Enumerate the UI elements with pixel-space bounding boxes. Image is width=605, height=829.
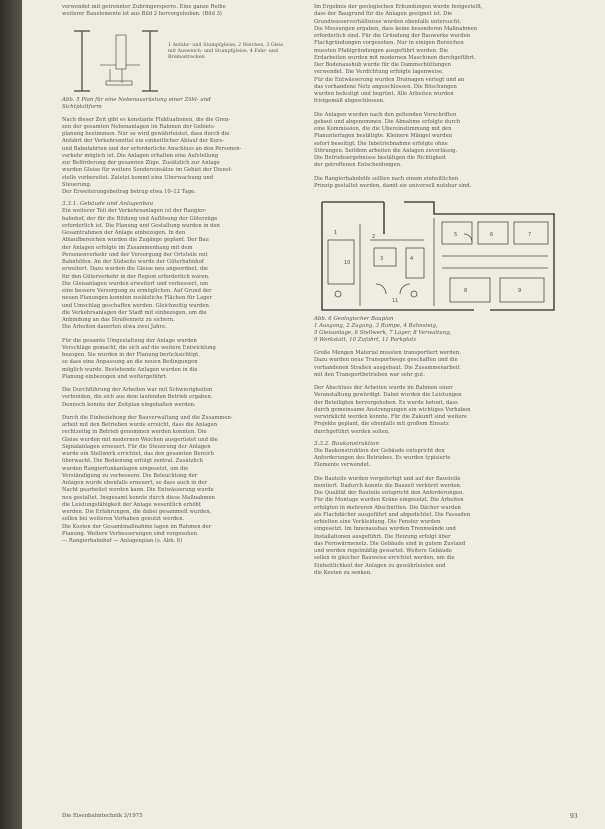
paragraph xyxy=(314,476,562,578)
text-line: neu gestaltet. Insgesamt konnte durch diese Maßnahmen xyxy=(62,494,215,501)
text-line: Die Anlagen wurden nach den geltenden Vorschriften xyxy=(314,111,457,118)
text-line: wurden Rangierfunkanlagen eingesetzt, um die xyxy=(62,465,189,472)
figure-plan-small xyxy=(62,21,310,97)
text-line: als Flachdächer ausgeführt und abgedichtet. Die Fassaden xyxy=(314,511,471,518)
text-line: Anfahrt der Verkehrsmittel ein einheitlicher Ablauf der Kurs- xyxy=(62,138,224,145)
text-line: Der Erweiterungsbeitrag betrug etwa 10–12 Tage. xyxy=(62,189,196,195)
text-line: zur Beförderung der gesamten Züge. Zusätzlich zur Anlage xyxy=(62,160,220,166)
floor-plan-drawing xyxy=(70,25,162,95)
text-line: Signalanlagen erneuert. Für die Steuerung der Anlagen xyxy=(62,443,211,450)
paragraph xyxy=(314,385,562,436)
text-line: Planung. Weitere Verbesserungen sind vorgesehen. xyxy=(62,530,199,537)
text-line: Nacht gearbeitet werden kann. Die Entwässerung wurde xyxy=(62,487,214,494)
text-line: verwirklicht werden konnte. Für die Zukunft sind weitere xyxy=(314,414,468,420)
caption-line: Sichtplattform xyxy=(62,103,102,110)
text-line: bezogen. Sie wurden in der Planung berücksichtigt, xyxy=(62,352,200,358)
text-line: Vorschläge gemacht, die sich auf die weitere Entwicklung xyxy=(62,344,216,351)
text-line: Planunterlagen bestätigte. Kleinere Mängel wurden xyxy=(314,133,453,140)
text-line: wurden Gleise für weitere Sondereinsätze im Gebiet der Dienst- xyxy=(62,167,233,174)
svg-text:11: 11 xyxy=(392,298,399,304)
figure-legend xyxy=(168,43,308,61)
caption-line: 1 Ausgang, 2 Zugang, 3 Rampe, 4 Bahnsteig, xyxy=(314,323,438,329)
svg-text:8: 8 xyxy=(464,288,468,294)
left-top-text xyxy=(62,4,310,19)
caption-line: Abb. 6 Geologischer Bauplan xyxy=(314,316,394,322)
text-line: Die Kosten der Gesamtmaßnahme lagen im Rahmen der xyxy=(62,523,212,530)
footer-journal: Die Eisenbahntechnik 3/1975 xyxy=(62,813,143,819)
section-heading: 3.3.1. Gebäude und Anlagenbau xyxy=(62,201,154,208)
text-line: Die Betriebsergebnisse bestätigen die Richtigkeit xyxy=(314,155,446,161)
caption-line: 5 Gleisanlage, 6 Stellwerk, 7 Lager, 8 Verwaltung, xyxy=(314,330,452,336)
paragraph xyxy=(314,350,562,379)
text-line: und Umschlag geschaffen werden. Gleichzeitig wurden xyxy=(62,302,209,309)
text-line: neuen Planungen konnten zusätzliche Flächen für Lager xyxy=(62,295,212,302)
figure-caption xyxy=(314,316,562,344)
text-line: arbeit mit den Betrieben wurde erreicht, dass die Anlagen xyxy=(62,422,218,428)
svg-text:6: 6 xyxy=(490,232,494,238)
text-line: für den Güterverkehr in der Region erforderlich waren. xyxy=(62,273,210,280)
figure-building-plan xyxy=(314,194,562,316)
text-line: verwendet mit getrennter Zubringersperre. Eine ganze Reihe xyxy=(62,4,226,10)
section-heading: 3.3.2. Baukonstruktion xyxy=(314,440,379,447)
text-line: Planung einbezogen und weitergeführt. xyxy=(62,373,168,380)
building-plan-drawing xyxy=(314,194,562,316)
text-line: und Bahnfahrten und der erforderliche Anschluss an den Personen- xyxy=(62,145,242,152)
text-line: Flachgründungen vorgesehen. Nur in einigen Bereichen xyxy=(314,40,464,47)
text-line: bahnhof, der für die Bildung und Auflösung der Güterzüge xyxy=(62,215,218,222)
legend-line: mit Ausweich- und Stumpfgleise, 4 Fahr- und xyxy=(168,48,278,54)
text-line: erweitert. Dazu wurden die Gleise neu angeordnet, die xyxy=(62,266,209,273)
text-line: der Anlagen erfolgte im Zusammenhang mit dem xyxy=(62,244,193,251)
text-line: Für die gesamte Umgestaltung der Anlage wurden xyxy=(62,337,197,344)
svg-text:1: 1 xyxy=(334,230,338,236)
paragraph xyxy=(62,117,310,197)
text-line: Die Qualität der Bauteile entspricht den Anforderungen. xyxy=(314,490,465,496)
text-line: und werden regelmäßig gewartet. Weitere Gebäude xyxy=(314,548,452,554)
svg-text:7: 7 xyxy=(528,232,532,238)
text-line: Die Bauteile wurden vorgefertigt und auf der Baustelle xyxy=(314,475,461,482)
text-line: Im Ergebnis der geologischen Erkundungen wurde festgestellt, xyxy=(314,4,483,10)
text-line: Große Mengen Material mussten transportiert werden. xyxy=(314,350,461,356)
text-line: Einheitlichkeit der Anlagen zu gewährleisten und xyxy=(314,562,446,569)
text-line: Gesamtrahmen der Anlage einbezogen. In den xyxy=(62,230,186,236)
text-line: Die Gleisanlagen wurden erweitert und verbessert, um xyxy=(62,280,209,287)
text-line: so dass eine Anpassung an die neuen Bedingungen xyxy=(62,359,198,366)
text-line: fristgemäß abgeschlossen. xyxy=(314,98,385,105)
text-line: die Kosten zu senken. xyxy=(314,569,372,576)
text-line: zen der gesamten Nebenanlagen im Rahmen der Gebiets- xyxy=(62,123,216,130)
svg-text:4: 4 xyxy=(410,256,414,262)
text-line: durch gemeinsame Anstrengungen ein wichtiges Vorhaben xyxy=(314,406,471,413)
text-line: verkehr möglich ist. Die Anlagen erhalten eine Aufstellung xyxy=(62,152,219,159)
text-line: der Beteiligten hervorgehoben. Es wurde betont, dass xyxy=(314,399,458,406)
document-page xyxy=(22,0,605,829)
text-line: Durch die Einbeziehung der Bauverwaltung und die Zusammen- xyxy=(62,414,233,421)
text-line: planung bestimmen. Nur so wird gewährleistet, dass durch die xyxy=(62,131,230,137)
text-line: dass der Baugrund für die Anlagen geeignet ist. Die xyxy=(314,11,453,18)
text-line: Bahnhöfen. An der Südseite wurde der Güterbahnhof xyxy=(62,259,204,265)
text-line: Dazu wurden neue Transportwege geschaffen und die xyxy=(314,357,458,364)
paragraph xyxy=(314,176,562,191)
text-line: Personenverkehr und der Versorgung der Ortsteile mit xyxy=(62,251,208,258)
text-line: erforderlich sind. Für die Gründung der Bauwerke wurden xyxy=(314,33,471,39)
paragraph xyxy=(62,415,310,546)
svg-text:9: 9 xyxy=(518,288,522,294)
text-line: Nach dieser Zeit gibt es konstante Fluktuationen, die die Gren- xyxy=(62,116,231,123)
caption-line: 9 Werkstatt, 10 Zufahrt, 11 Parkplatz xyxy=(314,337,417,343)
paragraph xyxy=(314,4,562,106)
text-line: Die Messungen ergaben, dass keine besonderen Maßnahmen xyxy=(314,25,478,32)
text-line: die Leistungsfähigkeit der Anlage wesentlich erhöht xyxy=(62,501,201,508)
legend-line: 1 Anfahr- und Stumpfgleise, 2 Weichen, 3 Gleis xyxy=(168,42,284,48)
text-line: erhielten eine Verkleidung. Die Fenster wurden xyxy=(314,519,441,525)
legend-line: Bremsstrecken xyxy=(168,54,205,60)
caption-line: Abb. 5 Plan für eine Nebenausrüstung einer Zähl- und xyxy=(62,96,211,103)
text-line: weiterer Bauelemente ist aus Bild 2 hervorgehoben. (Bild 3) xyxy=(62,11,222,18)
text-line: Ein weiterer Teil der Verkehrsanlagen ist der Rangier- xyxy=(62,208,207,215)
text-line: eingesetzt. Im Innenausbau wurden Trennwände und xyxy=(314,526,456,533)
text-line: Anforderungen des Betriebes. Es wurden typisierte xyxy=(314,455,451,461)
text-line: mit den Transportbetrieben war sehr gut. xyxy=(314,371,425,378)
text-line: möglich wurde. Bestehende Anlagen wurden in die xyxy=(62,366,198,373)
text-line: verbunden, die sich aus dem laufenden Betrieb ergaben. xyxy=(62,394,213,401)
paragraph xyxy=(314,112,562,170)
text-line: Der Bodenaushub wurde für die Dammschüttungen xyxy=(314,62,451,68)
text-line: Projekte geplant, die ebenfalls mit großem Einsatz xyxy=(314,421,449,428)
svg-text:10: 10 xyxy=(344,260,351,266)
text-line: vorhandenen Straßen ausgebaut. Die Zusammenarbeit xyxy=(314,364,460,371)
text-line: verwendet. Die Verdichtung erfolgte lagenweise. xyxy=(314,69,444,76)
text-line: Gleise wurden mit modernen Weichen ausgerüstet und die xyxy=(62,436,218,443)
text-line: Installationen ausgeführt. Die Heizung erfolgt über xyxy=(314,533,451,540)
text-line: werden. Die Erfahrungen, die dabei gesammelt wurden, xyxy=(62,509,212,515)
page-number: 93 xyxy=(570,813,578,820)
svg-text:3: 3 xyxy=(380,256,384,262)
text-line: — Rangierbahnhof — Anlagenplan (s. Abb. 6) xyxy=(62,538,183,544)
text-line: stelle vorbereitet. Zuletzt kommt eine Überwachung und xyxy=(62,174,214,181)
text-line: Verständigung zu verbessern. Die Beleuchtung der xyxy=(62,472,198,479)
text-line: das Fernwärmenetz. Die Gebäude sind in gutem Zustand xyxy=(314,540,466,547)
text-line: Die Durchführung der Arbeiten war mit Schwierigkeiten xyxy=(62,387,213,393)
text-line: wurden befestigt und begrünt. Alle Arbeiten wurden xyxy=(314,91,454,97)
paragraph xyxy=(314,448,562,470)
text-line: der getroffenen Entscheidungen. xyxy=(314,162,402,169)
text-line: durchgeführt werden sollen. xyxy=(314,428,390,435)
text-line: erforderlich ist. Die Planung und Gestaltung wurden in den xyxy=(62,222,220,229)
text-line: Die Rangierbahnhöfe sollten nach einem einheitlichen xyxy=(314,175,459,182)
paragraph xyxy=(62,387,310,409)
text-line: Der Abschluss der Arbeiten wurde im Rahmen einer xyxy=(314,385,453,391)
text-line: die Verkehrsanlagen der Stadt mit einbezogen, um die xyxy=(62,309,207,316)
text-line: Steuerung. xyxy=(62,181,92,188)
text-line: Anlagen wurde ebenfalls erneuert, so dass auch in der xyxy=(62,480,207,486)
book-spine-shadow xyxy=(0,0,22,829)
text-line: sollen in gleicher Bauweise errichtet werden, um die xyxy=(314,555,455,562)
text-line: Die Arbeiten dauerten etwa zwei Jahre. xyxy=(62,324,167,331)
text-line: wurde ein Stellwerk errichtet, das den gesamten Bereich xyxy=(62,451,215,457)
paragraph xyxy=(62,338,310,382)
text-line: Für die Montage wurden Kräne eingesetzt. Die Arbeiten xyxy=(314,497,464,504)
text-line: gebaut und abgenommen. Die Abnahme erfolgte durch xyxy=(314,118,461,125)
paragraph xyxy=(62,208,310,331)
svg-text:5: 5 xyxy=(454,232,458,238)
text-line: Prinzip gestaltet werden, damit sie universell nutzbar sind. xyxy=(314,182,472,189)
text-line: das vorhandene Netz angeschlossen. Die Böschungen xyxy=(314,83,457,90)
text-line: überwacht. Die Bedienung erfolgt zentral. Zusätzlich xyxy=(62,458,204,465)
text-line: sofort beseitigt. Die Inbetriebnahme erfolgte ohne xyxy=(314,140,448,147)
text-line: Veranstaltung gewürdigt. Dabei wurden die Leistungen xyxy=(314,392,462,399)
text-line: Störungen. Seitdem arbeiten die Anlagen zuverlässig. xyxy=(314,147,458,154)
text-line: Dennoch konnte der Zeitplan eingehalten werden. xyxy=(62,401,196,408)
text-line: mussten Pfahlgründungen ausgeführt werden. Die xyxy=(314,47,449,54)
text-line: eine bessere Versorgung zu ermöglichen. Auf Grund der xyxy=(62,288,212,294)
text-line: Anbindung an das Straßennetz zu sichern. xyxy=(62,317,175,323)
svg-text:2: 2 xyxy=(372,234,376,240)
text-line: eine Kommission, die die Übereinstimmung mit den xyxy=(314,126,452,132)
figure-caption xyxy=(62,97,310,111)
text-line: rechtzeitig in Betrieb genommen werden konnten. Die xyxy=(62,429,207,436)
left-column xyxy=(62,4,310,545)
text-line: Für die Entwässerung wurden Drainagen verlegt und an xyxy=(314,76,465,83)
text-line: montiert. Dadurch konnte die Bauzeit verkürzt werden. xyxy=(314,482,462,489)
text-line: Elemente verwendet. xyxy=(314,462,371,469)
text-line: Grundwasserverhältnisse wurden ebenfalls untersucht. xyxy=(314,18,462,25)
text-line: sollen bei weiteren Vorhaben genutzt werden. xyxy=(62,516,185,523)
text-line: erfolgten in mehreren Abschnitten. Die Dächer wurden xyxy=(314,504,461,511)
text-line: Erdarbeiten wurden mit modernen Maschinen durchgeführt. xyxy=(314,54,476,61)
right-column xyxy=(314,4,562,577)
text-line: Ablaufbereichen wurden die Zugänge geplant. Der Bau xyxy=(62,237,209,244)
text-line: Die Baukonstruktion der Gebäude entspricht den xyxy=(314,447,445,454)
